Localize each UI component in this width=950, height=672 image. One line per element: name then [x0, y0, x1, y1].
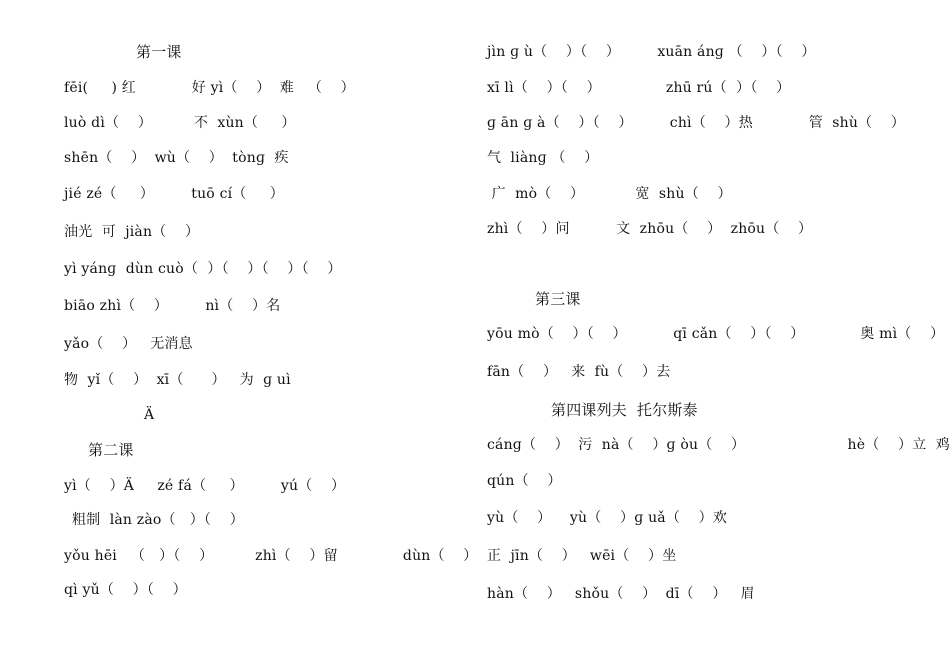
lesson-3-heading: 第三课: [535, 290, 581, 308]
exercise-line: yōu mò（ ）（ ） qī cǎn（ ）（ ） 奥 mì（ ）: [487, 326, 945, 342]
exercise-line: shēn（ ） wù（ ） tònɡ 疾: [64, 150, 289, 166]
exercise-line: qì yǔ（ ）（ ）: [64, 582, 187, 598]
exercise-line: yì yánɡ dùn cuò（ ）（ ）（ ）（ ）: [64, 261, 342, 277]
exercise-line: jié zé（ ） tuō cí（ ）: [64, 186, 284, 202]
exercise-line: yù（ ） yù（ ）ɡ uǎ（ ）欢: [487, 510, 728, 526]
exercise-line: jìn ɡ ù（ ）（ ） xuān ánɡ （ ）（ ）: [487, 44, 816, 60]
exercise-line: luò dì（ ） 不 xùn（ ）: [64, 115, 296, 131]
lesson-2-heading: 第二课: [88, 441, 134, 459]
stray-character: Ä: [144, 407, 155, 423]
exercise-line: 广 mò（ ） 宽 shù（ ）: [487, 186, 732, 202]
exercise-line: biāo zhì（ ） nì（ ）名: [64, 298, 281, 314]
exercise-line: 粗制 làn zào（ ）（ ）: [72, 512, 244, 528]
exercise-line: 油光 可 jiàn（ ）: [64, 224, 200, 240]
exercise-line: qún（ ）: [487, 473, 562, 489]
exercise-line: cánɡ（ ） 污 nà（ ）ɡ òu（ ） hè（ ）立 鸡: [487, 437, 950, 453]
exercise-line: hàn（ ） shǒu（ ） dī（ ） 眉: [487, 586, 755, 602]
exercise-line: ɡ ān ɡ à（ ）（ ） chì（ ）热 管 shù（ ）: [487, 115, 906, 131]
lesson-4-heading: 第四课列夫 托尔斯泰: [551, 401, 698, 419]
exercise-line: zhì（ ）问 文 zhōu（ ） zhōu（ ）: [487, 221, 813, 237]
exercise-line: 气 liànɡ （ ）: [487, 150, 599, 166]
exercise-line: yǎo（ ） 无消息: [64, 336, 193, 352]
exercise-line: 物 yǐ（ ） xī（ ） 为 ɡ uì: [64, 372, 291, 388]
exercise-line: yǒu hēi （ ）（ ） zhì（ ）留 dùn（ ）: [64, 548, 478, 564]
exercise-line: fēi( ) 红 好 yì（ ） 难 （ ）: [64, 80, 355, 96]
exercise-line: 正 jīn（ ） wēi（ ）坐: [487, 548, 677, 564]
lesson-1-heading: 第一课: [136, 43, 182, 61]
exercise-line: fān（ ） 来 fù（ ）去: [487, 364, 671, 380]
exercise-line: yì（ ）Ä zé fá（ ） yú（ ）: [64, 478, 346, 494]
exercise-line: xī lì（ ）（ ） zhū rú（ ）（ ）: [487, 80, 791, 96]
